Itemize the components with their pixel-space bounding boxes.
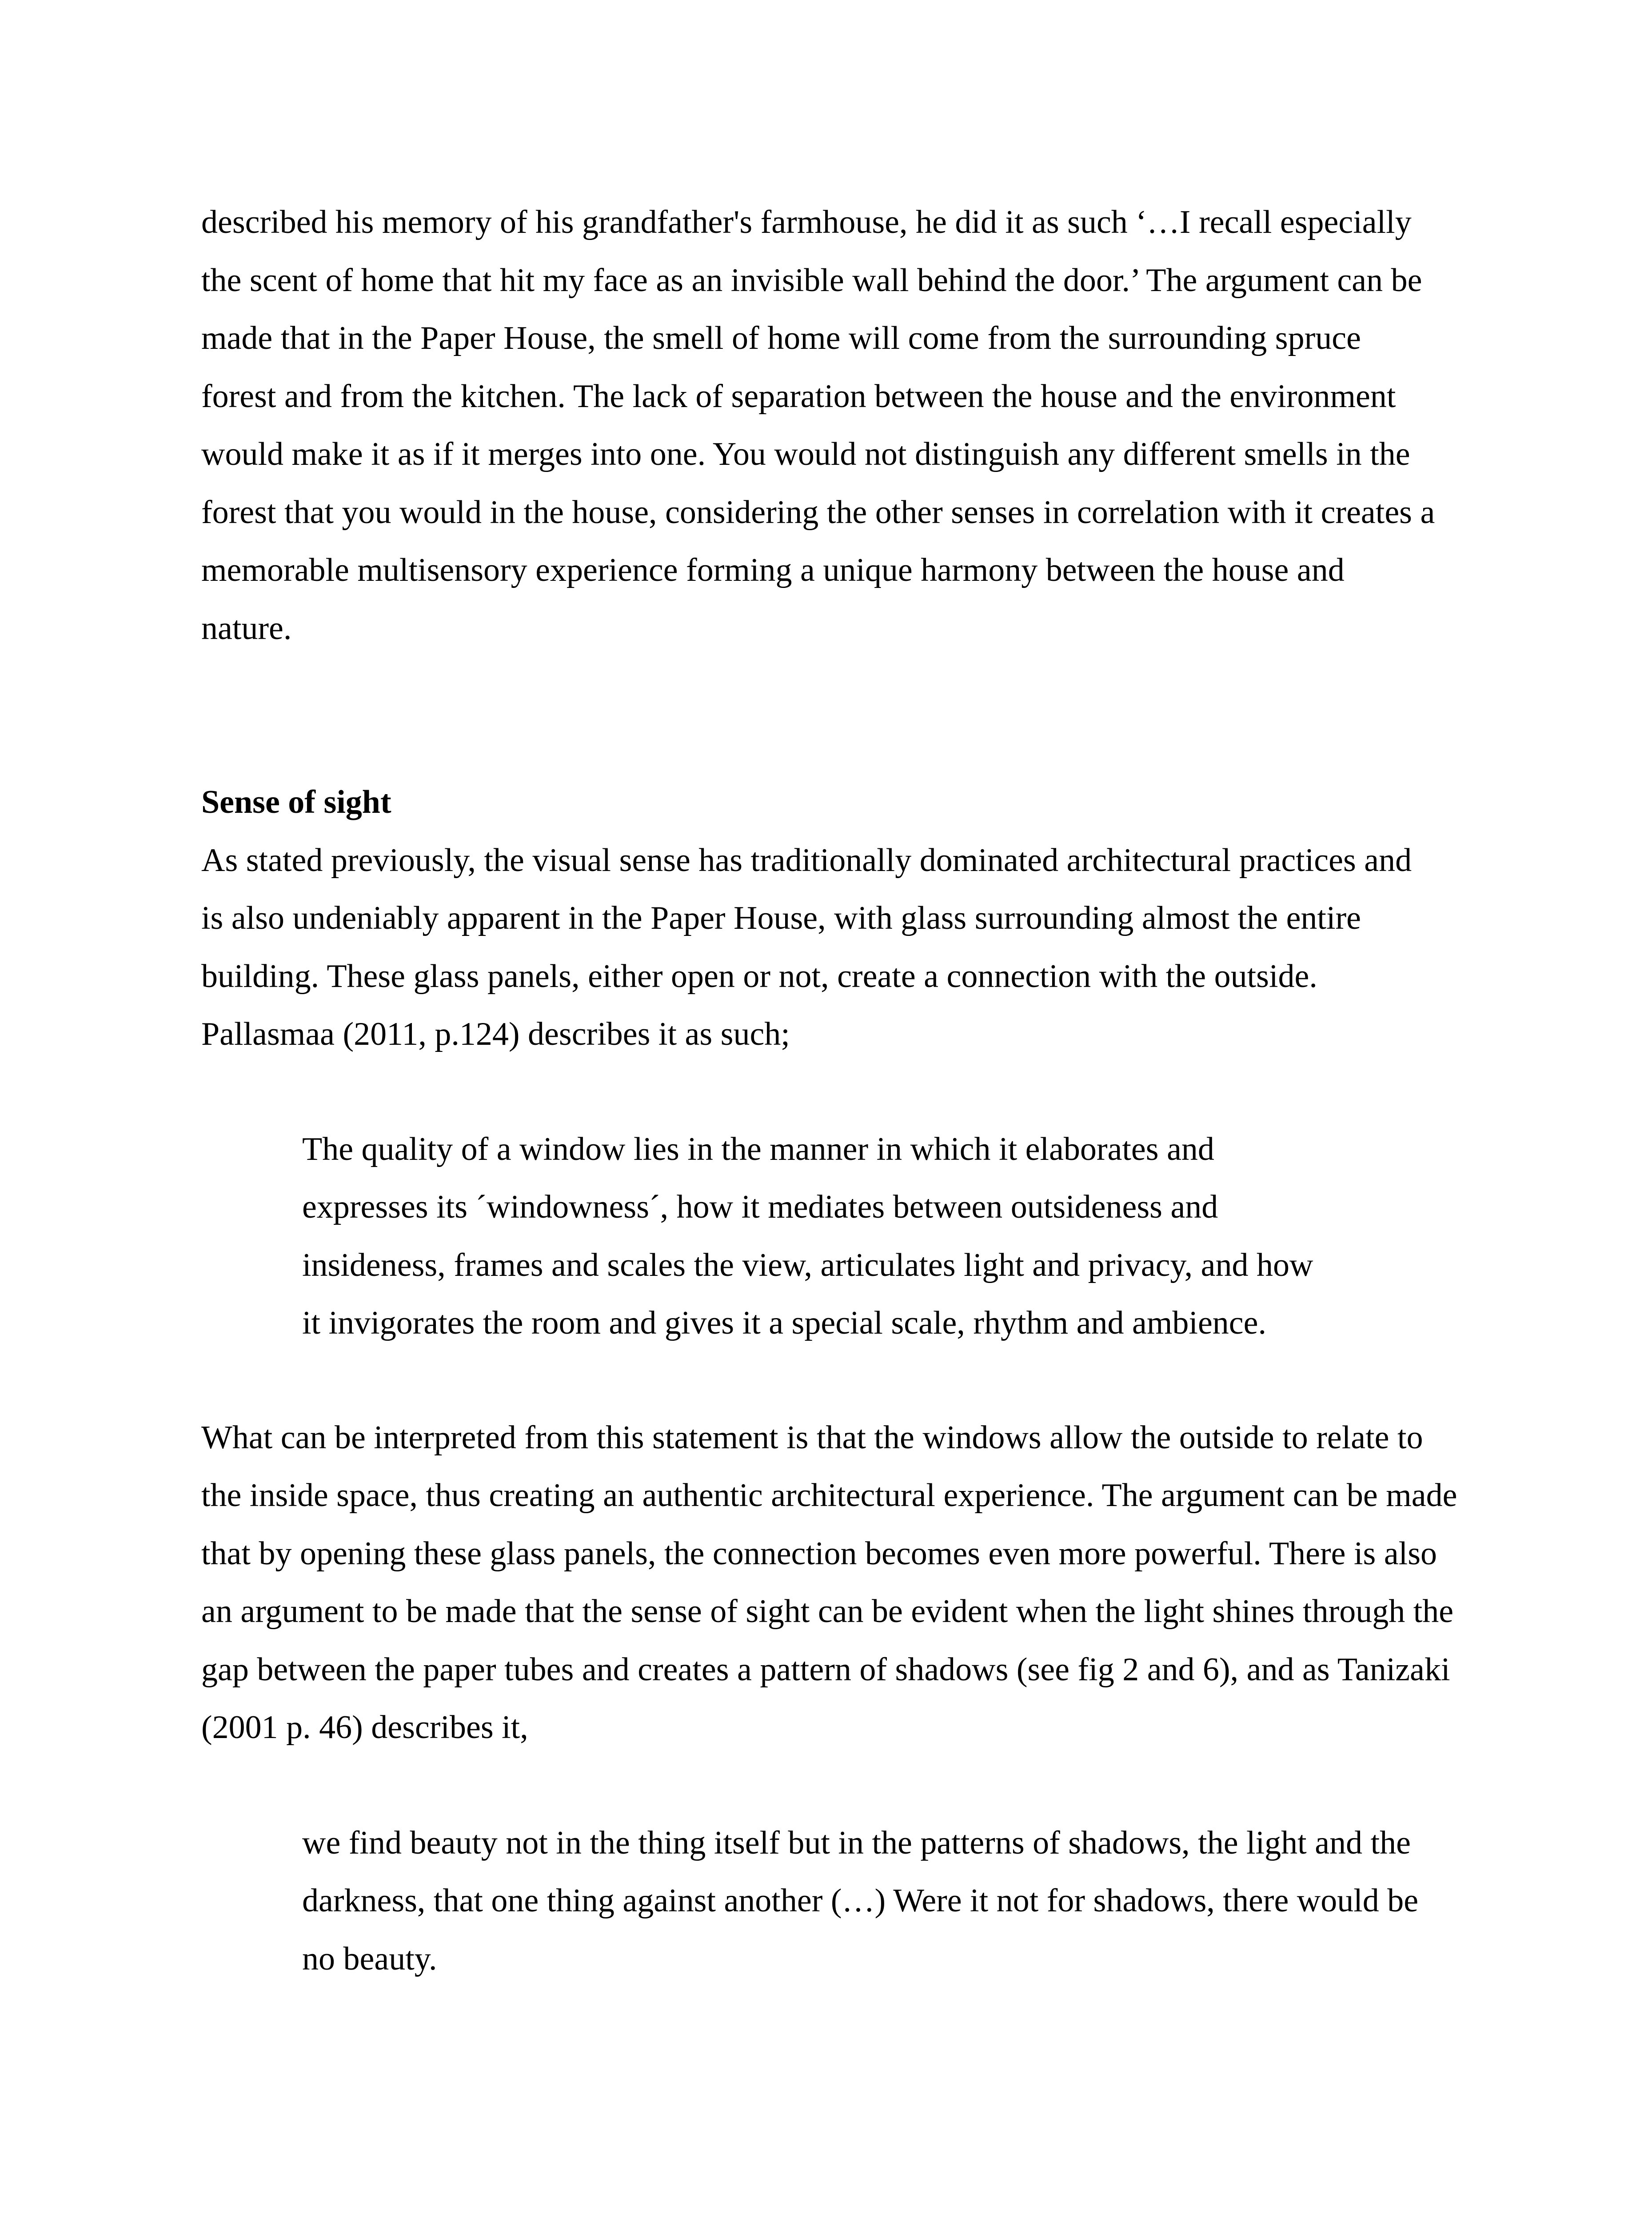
quote-line: no beauty.: [302, 1940, 437, 1977]
text-line: the inside space, thus creating an authentic architectural experience. The argument can be made: [201, 1477, 1457, 1514]
paragraph-smell-conclusion: [201, 193, 1652, 657]
block-quote-tanizaki: [302, 1814, 1652, 1988]
text-line: memorable multisensory experience forming a unique harmony between the house and: [201, 552, 1345, 588]
quote-line: it invigorates the room and gives it a special scale, rhythm and ambience.: [302, 1305, 1266, 1341]
quote-line: we find beauty not in the thing itself but in the patterns of shadows, the light and the: [302, 1824, 1411, 1861]
text-line: is also undeniably apparent in the Paper House, with glass surrounding almost the entire: [201, 900, 1361, 936]
text-line: forest and from the kitchen. The lack of separation between the house and the environment: [201, 378, 1396, 415]
text-line: made that in the Paper House, the smell of home will come from the surrounding spruce: [201, 320, 1361, 356]
text-line: forest that you would in the house, considering the other senses in correlation with it creates a: [201, 494, 1435, 531]
text-line: that by opening these glass panels, the connection becomes even more powerful. There is also: [201, 1535, 1437, 1572]
quote-line: expresses its ´windowness´, how it mediates between outsideness and: [302, 1189, 1218, 1225]
text-line: What can be interpreted from this statement is that the windows allow the outside to relate to: [201, 1419, 1423, 1456]
quote-line: darkness, that one thing against another (…) Were it not for shadows, there would be: [302, 1882, 1419, 1919]
section-sense-of-sight: [201, 773, 1652, 1063]
text-line: gap between the paper tubes and creates a pattern of shadows (see fig 2 and 6), and as Tanizaki: [201, 1651, 1450, 1688]
text-line: Pallasmaa (2011, p.124) describes it as such;: [201, 1016, 790, 1052]
text-line: an argument to be made that the sense of sight can be evident when the light shines through the: [201, 1593, 1454, 1630]
quote-line: The quality of a window lies in the manner in which it elaborates and: [302, 1131, 1214, 1167]
text-line: As stated previously, the visual sense has traditionally dominated architectural practices and: [201, 842, 1412, 879]
text-line: building. These glass panels, either open or not, create a connection with the outside.: [201, 958, 1317, 995]
text-line: (2001 p. 46) describes it,: [201, 1709, 528, 1746]
text-line: described his memory of his grandfather's farmhouse, he did it as such ‘…I recall especially: [201, 204, 1412, 240]
text-line: nature.: [201, 610, 292, 647]
section-heading: Sense of sight: [201, 784, 391, 820]
text-line: would make it as if it merges into one. You would not distinguish any different smells in the: [201, 436, 1410, 472]
text-line: the scent of home that hit my face as an invisible wall behind the door.’ The argument can be: [201, 262, 1422, 299]
block-quote-pallasmaa: [302, 1120, 1652, 1352]
quote-line: insideness, frames and scales the view, articulates light and privacy, and how: [302, 1247, 1313, 1283]
paragraph-interpretation: [201, 1409, 1652, 1757]
